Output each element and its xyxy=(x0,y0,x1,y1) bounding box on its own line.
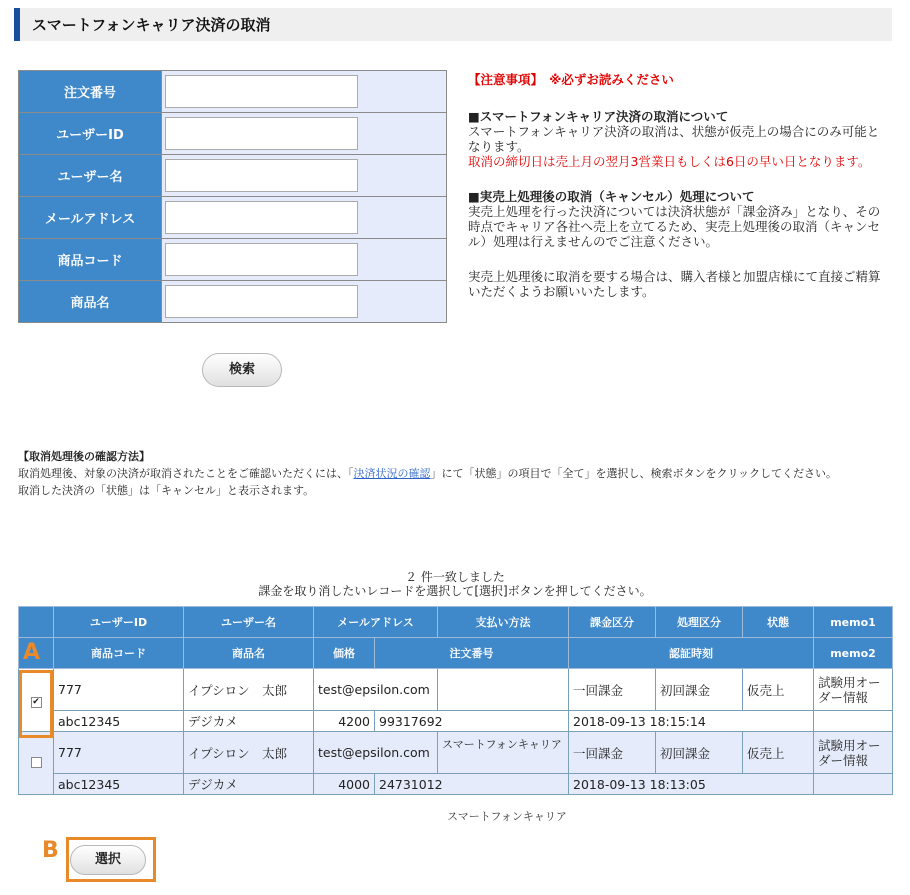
cell-memo1: 試験用オーダー情報 xyxy=(814,732,893,774)
cell-email: test@epsilon.com xyxy=(314,669,438,711)
page-header xyxy=(14,8,892,41)
cell-item-name: デジカメ xyxy=(184,774,314,795)
annotation-label-b: B xyxy=(42,838,59,863)
header-user-name: ユーザー名 xyxy=(184,607,314,638)
search-form xyxy=(18,70,447,323)
header-price: 価格 xyxy=(314,638,375,669)
notice-settled-body: 実売上処理を行った決済については決済状態が「課金済み」となり、その時点でキャリア各社へ売上を立てるため、実売上処理後の取消（キャンセル）処理は行えませんのでご注意ください。 xyxy=(468,204,881,249)
result-count: ２ 件一致しました xyxy=(405,570,505,584)
header-memo2: memo2 xyxy=(814,638,893,669)
cell-payment-method xyxy=(438,669,569,711)
cell-order-number: 99317692 xyxy=(375,711,569,732)
cell-memo2 xyxy=(814,711,893,732)
notice-cancel-title: ■スマートフォンキャリア決済の取消について xyxy=(468,109,729,124)
cell-memo2 xyxy=(814,774,893,795)
cell-status: 仮売上 xyxy=(743,732,814,774)
header-process-type: 処理区分 xyxy=(656,607,743,638)
row-select-checkbox[interactable] xyxy=(31,757,42,768)
header-auth-time: 認証時刻 xyxy=(569,638,814,669)
cell-item-name: デジカメ xyxy=(184,711,314,732)
email-input[interactable] xyxy=(165,201,358,234)
cell-order-number: 24731012 xyxy=(375,774,569,795)
header-checkbox-col xyxy=(19,607,54,638)
item-code-label: 商品コード xyxy=(19,239,162,281)
result-table xyxy=(18,606,893,795)
order-number-label: 注文番号 xyxy=(19,71,162,113)
annotation-box-b xyxy=(66,837,156,882)
annotation-box-a xyxy=(19,670,53,738)
header-payment-method: 支払い方法 xyxy=(438,607,569,638)
table-row xyxy=(19,711,893,732)
cell-price: 4000 xyxy=(314,774,375,795)
header-item-name: 商品名 xyxy=(184,638,314,669)
cell-payment-method: スマートフォンキャリア xyxy=(438,732,569,774)
notice-deadline: 取消の締切日は売上月の翌月3営業日もしくは6日の早い日となります。 xyxy=(468,154,871,169)
header-accent-bar xyxy=(14,8,20,41)
cell-price: 4200 xyxy=(314,711,375,732)
header-order-number: 注文番号 xyxy=(375,638,569,669)
confirm-line1: 取消処理後、対象の決済が取消されたことをご確認いただくには、「決済状況の確認」にて「状態」の項目で「全て」を選択し、検索ボタンをクリックしてください。 xyxy=(18,467,838,480)
cell-item-code: abc12345 xyxy=(54,711,184,732)
user-name-label: ユーザー名 xyxy=(19,155,162,197)
notice-heading: 【注意事項】 ※必ずお読みください xyxy=(468,72,674,87)
cell-status: 仮売上 xyxy=(743,669,814,711)
order-number-input[interactable] xyxy=(165,75,358,108)
confirm-title: 【取消処理後の確認方法】 xyxy=(18,450,150,463)
header-email: メールアドレス xyxy=(314,607,438,638)
user-name-input[interactable] xyxy=(165,159,358,192)
cell-memo1: 試験用オーダー情報 xyxy=(814,669,893,711)
user-id-input[interactable] xyxy=(165,117,358,150)
header-item-code: 商品コード xyxy=(54,638,184,669)
confirm-line2: 取消した決済の「状態」は「キャンセル」と表示されます。 xyxy=(18,484,315,497)
annotation-label-a: A xyxy=(23,640,41,665)
notice-panel xyxy=(468,72,888,299)
result-summary xyxy=(0,570,910,598)
header-status: 状態 xyxy=(743,607,814,638)
row-select-cell xyxy=(19,732,54,795)
result-instruction: 課金を取り消したいレコードを選択して[選択]ボタンを押してください。 xyxy=(258,584,652,598)
cell-process-type: 初回課金 xyxy=(656,669,743,711)
cell-charge-type: 一回課金 xyxy=(569,669,656,711)
confirm-method xyxy=(18,448,893,499)
table-row xyxy=(19,732,893,774)
row-select-checkbox[interactable]: ✔ xyxy=(32,697,40,707)
item-name-label: 商品名 xyxy=(19,281,162,323)
item-code-input[interactable] xyxy=(165,243,358,276)
cell-process-type: 初回課金 xyxy=(656,732,743,774)
notice-cancel-body: スマートフォンキャリア決済の取消は、状態が仮売上の場合にのみ可能となります。 xyxy=(468,124,880,154)
search-button[interactable]: 検索 xyxy=(202,353,282,387)
select-button[interactable]: 選択 xyxy=(70,845,146,875)
table-row xyxy=(19,774,893,795)
cell-user-name: イプシロン 太郎 xyxy=(184,669,314,711)
user-id-label: ユーザーID xyxy=(19,113,162,155)
cell-auth-time: 2018-09-13 18:13:05 xyxy=(569,774,814,795)
notice-refund-body: 実売上処理後に取消を要する場合は、購入者様と加盟店様にて直接ご精算いただくようお願いいたします。 xyxy=(468,269,881,299)
cell-email: test@epsilon.com xyxy=(314,732,438,774)
header-memo1: memo1 xyxy=(814,607,893,638)
cell-auth-time: 2018-09-13 18:15:14 xyxy=(569,711,814,732)
cell-user-id: 777 xyxy=(54,732,184,774)
cell-user-id: 777 xyxy=(54,669,184,711)
page-title: スマートフォンキャリア決済の取消 xyxy=(32,16,271,34)
table-row xyxy=(19,669,893,711)
email-label: メールアドレス xyxy=(19,197,162,239)
notice-settled-title: ■実売上処理後の取消（キャンセル）処理について xyxy=(468,189,755,204)
cell-item-code: abc12345 xyxy=(54,774,184,795)
header-user-id: ユーザーID xyxy=(54,607,184,638)
item-name-input[interactable] xyxy=(165,285,358,318)
status-check-link[interactable]: 決済状況の確認 xyxy=(353,467,431,480)
footer-text: スマートフォンキャリア xyxy=(447,810,567,823)
cell-user-name: イプシロン 太郎 xyxy=(184,732,314,774)
header-charge-type: 課金区分 xyxy=(569,607,656,638)
cell-charge-type: 一回課金 xyxy=(569,732,656,774)
